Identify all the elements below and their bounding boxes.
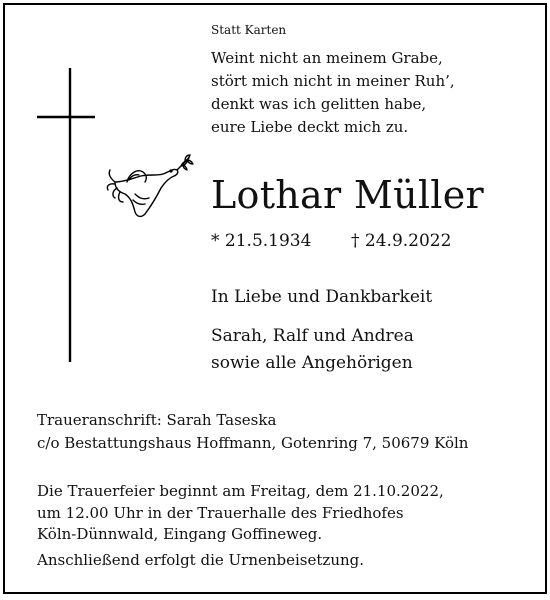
service-line: Köln-Dünnwald, Eingang Goffineweg.	[37, 525, 323, 543]
life-dates	[211, 231, 451, 251]
birth-date: * 21.5.1934	[211, 231, 312, 251]
urn-burial-note: Anschließend erfolgt die Urnenbeisetzung.	[37, 550, 365, 569]
deceased-name: Lothar Müller	[211, 173, 484, 217]
poem-line: eure Liebe deckt mich zu.	[211, 118, 409, 136]
dove-icon	[105, 148, 197, 220]
mourners-intro: In Liebe und Dankbarkeit	[211, 287, 433, 307]
poem-line: Weint nicht an meinem Grabe,	[211, 49, 443, 67]
mourning-address	[37, 409, 468, 455]
mourners-line: sowie alle Angehörigen	[211, 353, 413, 373]
address-line: Traueranschrift: Sarah Taseska	[37, 411, 277, 429]
mourners-names	[211, 323, 414, 377]
cross-icon	[37, 68, 95, 362]
address-line: c/o Bestattungshaus Hoffmann, Gotenring 7, 50679 Köln	[37, 434, 469, 452]
mourners-line: Sarah, Ralf und Andrea	[211, 326, 414, 346]
obituary-notice	[3, 3, 547, 594]
service-line: um 12.00 Uhr in der Trauerhalle des Friedhofes	[37, 503, 404, 522]
funeral-service-info	[37, 481, 444, 571]
statt-karten-label: Statt Karten	[211, 23, 287, 37]
service-line: Die Trauerfeier beginnt am Freitag, dem 21.10.2022,	[37, 482, 444, 500]
poem-line: stört mich nicht in meiner Ruh’,	[211, 72, 455, 90]
death-date: † 24.9.2022	[351, 231, 452, 251]
poem	[211, 47, 455, 139]
poem-line: denkt was ich gelitten habe,	[211, 95, 427, 113]
